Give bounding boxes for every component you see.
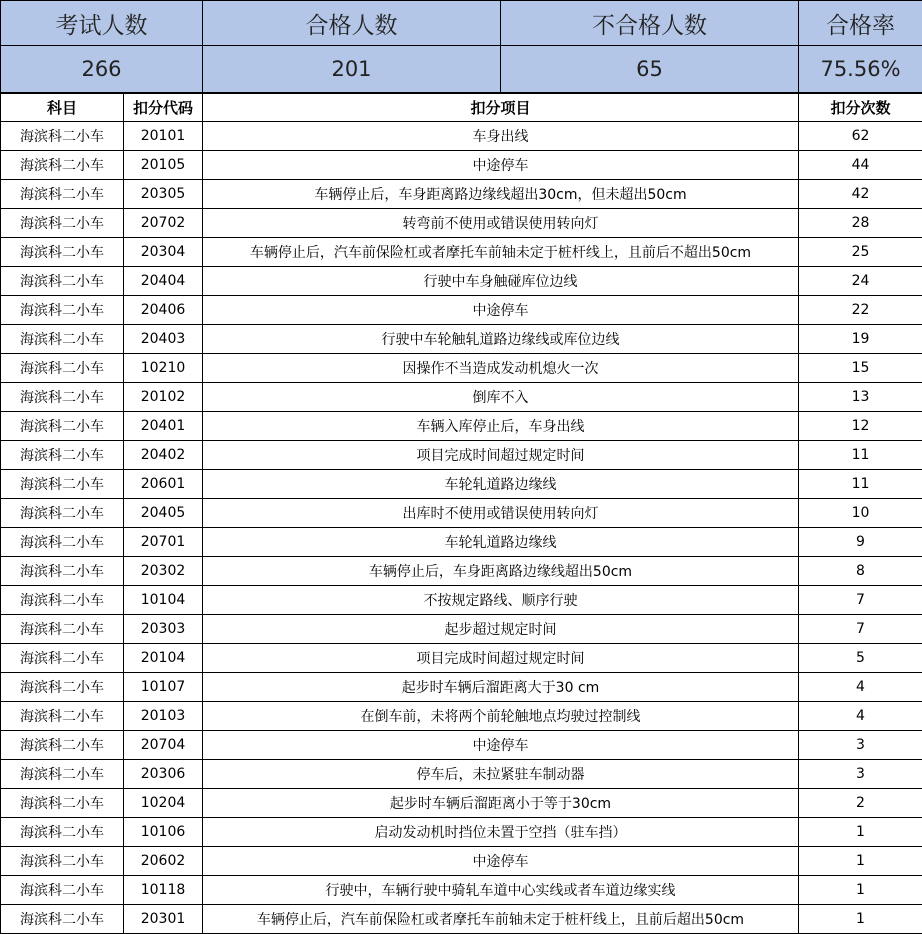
cell-code: 10104 (124, 586, 203, 615)
column-header-code: 扣分代码 (124, 93, 203, 122)
cell-count: 1 (799, 876, 922, 905)
table-row (1, 702, 922, 731)
cell-code: 20304 (124, 238, 203, 267)
cell-code: 10107 (124, 673, 203, 702)
table-row (1, 325, 922, 354)
table-row (1, 818, 922, 847)
cell-code: 20702 (124, 209, 203, 238)
cell-count: 11 (799, 470, 922, 499)
cell-count: 7 (799, 586, 922, 615)
cell-code: 20102 (124, 383, 203, 412)
cell-item: 中途停车 (203, 151, 799, 180)
cell-count: 9 (799, 528, 922, 557)
cell-count: 25 (799, 238, 922, 267)
cell-count: 11 (799, 441, 922, 470)
cell-subject: 海滨科二小车 (1, 412, 124, 441)
cell-count: 19 (799, 325, 922, 354)
cell-subject: 海滨科二小车 (1, 847, 124, 876)
cell-count: 62 (799, 122, 922, 151)
cell-count: 3 (799, 731, 922, 760)
cell-item: 不按规定路线、顺序行驶 (203, 586, 799, 615)
cell-code: 20401 (124, 412, 203, 441)
cell-item: 车辆入库停止后，车身出线 (203, 412, 799, 441)
table-row (1, 383, 922, 412)
cell-subject: 海滨科二小车 (1, 499, 124, 528)
cell-count: 24 (799, 267, 922, 296)
table-row (1, 122, 922, 151)
column-header-count: 扣分次数 (799, 93, 922, 122)
cell-item: 项目完成时间超过规定时间 (203, 441, 799, 470)
cell-code: 20103 (124, 702, 203, 731)
cell-code: 10210 (124, 354, 203, 383)
cell-subject: 海滨科二小车 (1, 354, 124, 383)
cell-code: 20405 (124, 499, 203, 528)
cell-item: 启动发动机时挡位未置于空挡（驻车挡） (203, 818, 799, 847)
cell-count: 1 (799, 818, 922, 847)
cell-subject: 海滨科二小车 (1, 557, 124, 586)
table-row (1, 354, 922, 383)
cell-code: 20305 (124, 180, 203, 209)
column-header-item: 扣分项目 (203, 93, 799, 122)
cell-subject: 海滨科二小车 (1, 673, 124, 702)
cell-item: 转弯前不使用或错误使用转向灯 (203, 209, 799, 238)
cell-code: 20602 (124, 847, 203, 876)
table-row (1, 586, 922, 615)
cell-code: 20302 (124, 557, 203, 586)
table-row (1, 470, 922, 499)
cell-code: 20701 (124, 528, 203, 557)
cell-code: 10106 (124, 818, 203, 847)
cell-count: 12 (799, 412, 922, 441)
cell-count: 1 (799, 847, 922, 876)
cell-code: 20303 (124, 615, 203, 644)
cell-code: 20306 (124, 760, 203, 789)
cell-item: 行驶中，车辆行驶中骑轧车道中心实线或者车道边缘实线 (203, 876, 799, 905)
cell-count: 42 (799, 180, 922, 209)
cell-code: 20101 (124, 122, 203, 151)
cell-subject: 海滨科二小车 (1, 122, 124, 151)
cell-count: 1 (799, 905, 922, 934)
cell-code: 20301 (124, 905, 203, 934)
table-row (1, 180, 922, 209)
cell-subject: 海滨科二小车 (1, 876, 124, 905)
cell-count: 13 (799, 383, 922, 412)
table-row (1, 557, 922, 586)
cell-code: 20402 (124, 441, 203, 470)
cell-count: 2 (799, 789, 922, 818)
table-row (1, 441, 922, 470)
cell-code: 20104 (124, 644, 203, 673)
cell-subject: 海滨科二小车 (1, 615, 124, 644)
cell-subject: 海滨科二小车 (1, 209, 124, 238)
cell-count: 10 (799, 499, 922, 528)
cell-count: 8 (799, 557, 922, 586)
table-row (1, 789, 922, 818)
table-row (1, 847, 922, 876)
cell-subject: 海滨科二小车 (1, 180, 124, 209)
cell-code: 20704 (124, 731, 203, 760)
cell-item: 车身出线 (203, 122, 799, 151)
cell-code: 20105 (124, 151, 203, 180)
table-row (1, 412, 922, 441)
table-row (1, 731, 922, 760)
cell-subject: 海滨科二小车 (1, 760, 124, 789)
table-row (1, 760, 922, 789)
table-row (1, 296, 922, 325)
cell-code: 10118 (124, 876, 203, 905)
cell-item: 项目完成时间超过规定时间 (203, 644, 799, 673)
cell-count: 3 (799, 760, 922, 789)
cell-item: 在倒车前，未将两个前轮触地点均驶过控制线 (203, 702, 799, 731)
cell-code: 10204 (124, 789, 203, 818)
cell-item: 起步超过规定时间 (203, 615, 799, 644)
cell-count: 44 (799, 151, 922, 180)
cell-subject: 海滨科二小车 (1, 383, 124, 412)
summary-header-fail-count: 不合格人数 (501, 1, 799, 46)
cell-code: 20406 (124, 296, 203, 325)
cell-code: 20404 (124, 267, 203, 296)
cell-item: 车辆停止后，汽车前保险杠或者摩托车前轴未定于桩杆线上，且前后超出50cm (203, 905, 799, 934)
cell-item: 中途停车 (203, 296, 799, 325)
cell-count: 7 (799, 615, 922, 644)
table-row (1, 151, 922, 180)
column-header-subject: 科目 (1, 93, 124, 122)
cell-item: 行驶中车轮触轧道路边缘线或库位边线 (203, 325, 799, 354)
table-row (1, 644, 922, 673)
cell-item: 中途停车 (203, 731, 799, 760)
table-row (1, 499, 922, 528)
cell-count: 5 (799, 644, 922, 673)
summary-value-row (1, 46, 922, 94)
cell-count: 28 (799, 209, 922, 238)
summary-value-exam-count: 266 (1, 46, 203, 94)
summary-value-pass-count: 201 (203, 46, 501, 94)
cell-subject: 海滨科二小车 (1, 644, 124, 673)
cell-subject: 海滨科二小车 (1, 818, 124, 847)
cell-subject: 海滨科二小车 (1, 470, 124, 499)
table-row (1, 238, 922, 267)
summary-header-exam-count: 考试人数 (1, 1, 203, 46)
summary-value-pass-rate: 75.56% (799, 46, 922, 94)
cell-item: 中途停车 (203, 847, 799, 876)
summary-value-fail-count: 65 (501, 46, 799, 94)
cell-subject: 海滨科二小车 (1, 702, 124, 731)
cell-item: 起步时车辆后溜距离小于等于30cm (203, 789, 799, 818)
cell-subject: 海滨科二小车 (1, 296, 124, 325)
cell-item: 车轮轧道路边缘线 (203, 470, 799, 499)
cell-subject: 海滨科二小车 (1, 731, 124, 760)
cell-item: 停车后，未拉紧驻车制动器 (203, 760, 799, 789)
table-row (1, 905, 922, 934)
cell-item: 车辆停止后，车身距离路边缘线超出50cm (203, 557, 799, 586)
cell-subject: 海滨科二小车 (1, 151, 124, 180)
table-row (1, 876, 922, 905)
cell-item: 车轮轧道路边缘线 (203, 528, 799, 557)
cell-item: 行驶中车身触碰库位边线 (203, 267, 799, 296)
cell-subject: 海滨科二小车 (1, 586, 124, 615)
table-row (1, 673, 922, 702)
cell-subject: 海滨科二小车 (1, 325, 124, 354)
table-row (1, 528, 922, 557)
cell-subject: 海滨科二小车 (1, 789, 124, 818)
cell-subject: 海滨科二小车 (1, 238, 124, 267)
cell-code: 20601 (124, 470, 203, 499)
cell-item: 出库时不使用或错误使用转向灯 (203, 499, 799, 528)
table-row (1, 209, 922, 238)
summary-header-pass-rate: 合格率 (799, 1, 922, 46)
cell-item: 因操作不当造成发动机熄火一次 (203, 354, 799, 383)
summary-header-row (1, 1, 922, 46)
cell-item: 车辆停止后，汽车前保险杠或者摩托车前轴未定于桩杆线上，且前后不超出50cm (203, 238, 799, 267)
cell-item: 车辆停止后，车身距离路边缘线超出30cm，但未超出50cm (203, 180, 799, 209)
cell-subject: 海滨科二小车 (1, 905, 124, 934)
cell-count: 4 (799, 702, 922, 731)
cell-subject: 海滨科二小车 (1, 267, 124, 296)
cell-subject: 海滨科二小车 (1, 441, 124, 470)
table-row (1, 615, 922, 644)
table-row (1, 267, 922, 296)
summary-header-pass-count: 合格人数 (203, 1, 501, 46)
cell-count: 4 (799, 673, 922, 702)
cell-count: 22 (799, 296, 922, 325)
cell-item: 起步时车辆后溜距离大于30 cm (203, 673, 799, 702)
column-header-row (1, 93, 922, 122)
cell-subject: 海滨科二小车 (1, 528, 124, 557)
cell-count: 15 (799, 354, 922, 383)
cell-item: 倒库不入 (203, 383, 799, 412)
cell-code: 20403 (124, 325, 203, 354)
